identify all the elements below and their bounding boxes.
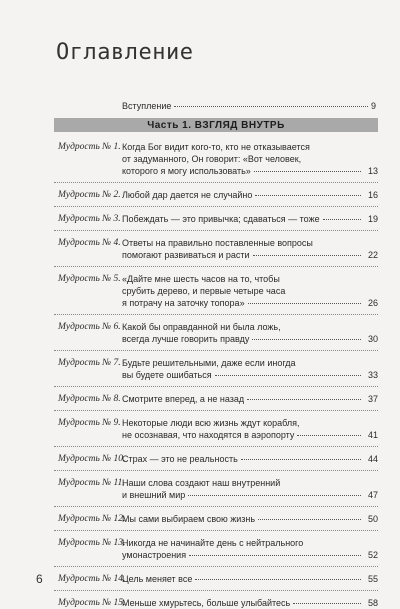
- dot-leader: [247, 399, 361, 400]
- dot-leader: [174, 106, 368, 107]
- entry-label: Мудрость № 7.: [58, 358, 121, 368]
- entry-title: [122, 597, 378, 609]
- entry-label: Мудрость № 13.: [58, 538, 126, 548]
- entry-title-line: [122, 573, 378, 585]
- entry-title-line: [122, 549, 378, 561]
- dot-leader: [323, 219, 361, 220]
- entry-title: [122, 513, 378, 525]
- entry-separator: [54, 446, 378, 447]
- entry-title-line: [122, 165, 378, 177]
- entry-separator: [54, 410, 378, 411]
- toc-entry: [54, 417, 378, 441]
- dot-leader: [258, 519, 361, 520]
- entry-separator: [54, 506, 378, 507]
- entry-separator: [54, 470, 378, 471]
- entry-separator: [54, 230, 378, 231]
- entry-title-line: [122, 273, 378, 285]
- entry-label: Мудрость № 4.: [58, 238, 121, 248]
- dot-leader: [293, 603, 361, 604]
- entry-title-text: Когда Бог видит кого-то, кто не отказывается: [122, 142, 310, 152]
- entry-title: [122, 573, 378, 585]
- entry-title-text: Некоторые люди всю жизнь ждут корабля,: [122, 418, 300, 428]
- intro-page: 9: [370, 101, 376, 111]
- entry-label: Мудрость № 10.: [58, 454, 126, 464]
- entry-title-text: Мы сами выбираем свою жизнь: [122, 514, 256, 524]
- entry-separator: [54, 530, 378, 531]
- entry-title-text: не осознавая, что находятся в аэропорту: [122, 430, 295, 440]
- entry-page: 33: [367, 370, 378, 380]
- entry-label: Мудрость № 3.: [58, 214, 121, 224]
- entry-page: 41: [367, 430, 378, 440]
- entry-label: Мудрость № 14.: [58, 574, 126, 584]
- entry-title-text: от задуманного, Он говорит: «Вот человек,: [122, 154, 302, 164]
- entry-title-text: Цель меняет все: [122, 574, 193, 584]
- entry-page: 47: [367, 490, 378, 500]
- entry-separator: [54, 182, 378, 183]
- toc-entry: [54, 537, 378, 561]
- entry-separator: [54, 266, 378, 267]
- entry-title-line: [122, 333, 378, 345]
- toc-entry: [54, 213, 378, 225]
- entry-title-line: [122, 513, 378, 525]
- toc-entry: [54, 237, 378, 261]
- entry-page: 37: [367, 394, 378, 404]
- entry-title-line: [122, 237, 378, 249]
- entry-title-text: я потрачу на заточку топора»: [122, 298, 245, 308]
- entry-page: 13: [367, 166, 378, 176]
- entry-separator: [54, 590, 378, 591]
- intro-label: Вступление: [122, 101, 172, 111]
- entry-label: Мудрость № 12.: [58, 514, 126, 524]
- page-title: Оглавление: [56, 40, 194, 65]
- toc-entry: [54, 477, 378, 501]
- entry-separator: [54, 350, 378, 351]
- entry-title-line: [122, 453, 378, 465]
- entry-title-line: [122, 429, 378, 441]
- entry-page: 22: [367, 250, 378, 260]
- toc-entry: [54, 573, 378, 585]
- entry-title-text: всегда лучше говорить правду: [122, 334, 250, 344]
- entry-title-text: Ответы на правильно поставленные вопросы: [122, 238, 313, 248]
- entry-title-text: умонастроения: [122, 550, 187, 560]
- entry-title: [122, 417, 378, 441]
- entry-page: 26: [367, 298, 378, 308]
- entry-title-line: [122, 153, 378, 165]
- entry-title-line: [122, 369, 378, 381]
- entry-title-text: вы будете ошибаться: [122, 370, 212, 380]
- entry-title-text: Наши слова создают наш внутренний: [122, 478, 281, 488]
- entry-title-line: [122, 249, 378, 261]
- entry-title: [122, 453, 378, 465]
- entry-label: Мудрость № 2.: [58, 190, 121, 200]
- entry-separator: [54, 314, 378, 315]
- part-heading: Часть 1. ВЗГЛЯД ВНУТРЬ: [54, 118, 378, 132]
- entry-title-text: Меньше хмурьтесь, больше улыбайтесь: [122, 598, 291, 608]
- dot-leader: [195, 579, 361, 580]
- entry-title: [122, 393, 378, 405]
- entry-page: 52: [367, 550, 378, 560]
- dot-leader: [189, 555, 361, 556]
- toc-entry: [54, 597, 378, 609]
- entry-title-line: [122, 597, 378, 609]
- entry-title: [122, 357, 378, 381]
- entry-title-text: «Дайте мне шесть часов на то, чтобы: [122, 274, 280, 284]
- dot-leader: [215, 375, 361, 376]
- entry-page: 58: [367, 598, 378, 608]
- entry-title: [122, 321, 378, 345]
- entry-label: Мудрость № 1.: [58, 142, 121, 152]
- entry-title-line: [122, 189, 378, 201]
- toc-entry: [54, 357, 378, 381]
- entry-title-line: [122, 357, 378, 369]
- entry-page: 30: [367, 334, 378, 344]
- entry-title-text: Какой бы оправданной ни была ложь,: [122, 322, 281, 332]
- dot-leader: [188, 495, 361, 496]
- entry-separator: [54, 386, 378, 387]
- entry-title: [122, 189, 378, 201]
- entry-label: Мудрость № 8.: [58, 394, 121, 404]
- entry-label: Мудрость № 11.: [58, 478, 125, 488]
- page-number: 6: [36, 572, 43, 586]
- entry-page: 16: [367, 190, 378, 200]
- entry-title-line: [122, 417, 378, 429]
- toc-entry: [54, 141, 378, 177]
- entry-separator: [54, 566, 378, 567]
- dot-leader: [241, 459, 361, 460]
- entry-title-line: [122, 141, 378, 153]
- entry-title: [122, 273, 378, 309]
- entry-label: Мудрость № 15.: [58, 598, 126, 608]
- entry-label: Мудрость № 6.: [58, 322, 121, 332]
- entry-page: 50: [367, 514, 378, 524]
- dot-leader: [297, 435, 361, 436]
- entry-title: [122, 213, 378, 225]
- toc-entry: [54, 321, 378, 345]
- entry-page: 55: [367, 574, 378, 584]
- toc-entry: [54, 513, 378, 525]
- toc-entry: [54, 273, 378, 309]
- entry-title-line: [122, 393, 378, 405]
- entry-title-text: которого я могу использовать»: [122, 166, 251, 176]
- entry-separator: [54, 206, 378, 207]
- entry-label: Мудрость № 9.: [58, 418, 121, 428]
- entry-title-line: [122, 477, 378, 489]
- entry-label: Мудрость № 5.: [58, 274, 121, 284]
- entry-title: [122, 237, 378, 261]
- entry-title-text: Любой дар дается не случайно: [122, 190, 253, 200]
- entry-title-line: [122, 489, 378, 501]
- entry-title-line: [122, 321, 378, 333]
- dot-leader: [253, 255, 361, 256]
- toc-intro: [122, 100, 376, 112]
- entry-title-text: Побеждать — это привычка; сдаваться — тоже: [122, 214, 320, 224]
- entry-title-line: [122, 213, 378, 225]
- dot-leader: [254, 171, 361, 172]
- entry-title-line: [122, 537, 378, 549]
- entry-title-line: [122, 285, 378, 297]
- entry-title-text: помогают развиваться и расти: [122, 250, 250, 260]
- entry-title-text: Никогда не начинайте день с нейтрального: [122, 538, 304, 548]
- entry-title-text: срубить дерево, и первые четыре часа: [122, 286, 286, 296]
- dot-leader: [248, 303, 361, 304]
- entry-page: 44: [367, 454, 378, 464]
- entry-title: [122, 477, 378, 501]
- entry-title-text: Страх — это не реальность: [122, 454, 238, 464]
- entry-title-text: Смотрите вперед, а не назад: [122, 394, 245, 404]
- entry-title-line: [122, 297, 378, 309]
- entry-title-text: и внешний мир: [122, 490, 186, 500]
- dot-leader: [255, 195, 361, 196]
- toc-entry: [54, 393, 378, 405]
- entry-title: [122, 141, 378, 177]
- toc-entry: [54, 453, 378, 465]
- entry-title: [122, 537, 378, 561]
- entry-page: 19: [367, 214, 378, 224]
- dot-leader: [252, 339, 361, 340]
- toc-entry: [54, 189, 378, 201]
- entry-title-text: Будьте решительными, даже если иногда: [122, 358, 296, 368]
